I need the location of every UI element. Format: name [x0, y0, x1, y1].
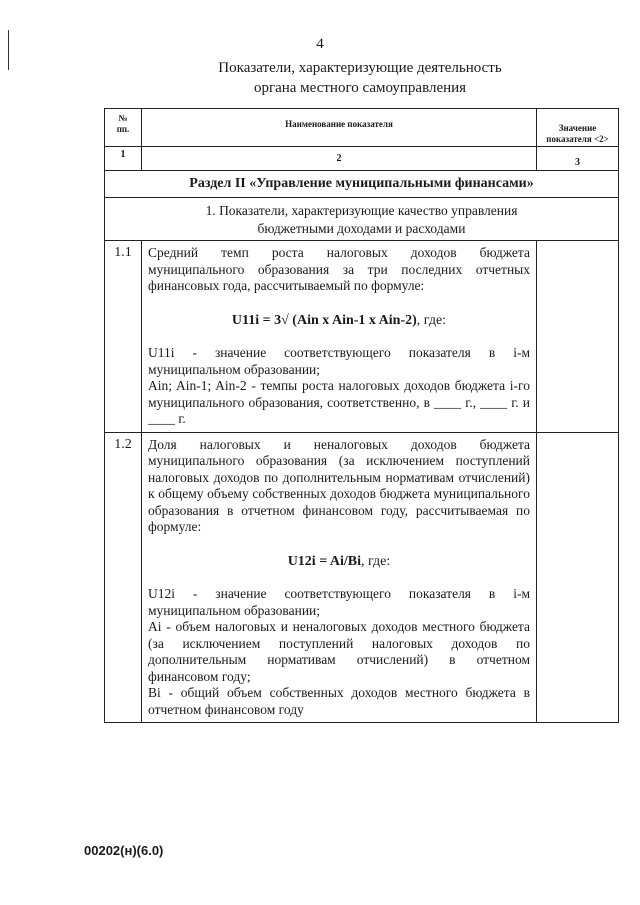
colnum-1: 1 — [105, 147, 142, 171]
colnum-2: 2 — [142, 147, 537, 171]
table-header-row — [105, 109, 619, 147]
page-number: 4 — [316, 36, 324, 52]
row-number: 1.1 — [105, 241, 142, 433]
indicator-definition: Ain; Ain-1; Ain-2 - темпы роста налоговых доходов бюджета i-го муниципального образования, соответственно, в ____ г., ____ г. и ____ г. — [148, 378, 530, 426]
indicator-formula: U12i = Ai/Bi, где: — [287, 553, 391, 569]
indicator-value — [537, 432, 619, 723]
indicator-definition: Bi - общий объем собственных доходов местного бюджета в отчетном финансовом году — [148, 685, 530, 717]
table-row — [105, 241, 619, 433]
document-title — [150, 58, 570, 98]
footer-code: 00202(н)(6.0) — [84, 843, 164, 858]
header-name: Наименование показателя — [142, 109, 537, 147]
indicator-value — [537, 241, 619, 433]
subsection-row — [105, 198, 619, 241]
indicator-definition: Ai - объем налоговых и неналоговых доходов местного бюджета (за исключением поступлений налоговых доходов по дополнительным нормативам отчислений) в отчетном финансовом году; — [148, 619, 530, 684]
indicators-table — [104, 108, 619, 723]
table-row — [105, 432, 619, 723]
header-num: № пп. — [105, 109, 142, 147]
indicator-definition: U11i - значение соответствующего показателя в i-м муниципальном образовании; — [148, 345, 530, 377]
title-line-2: органа местного самоуправления — [253, 80, 467, 96]
title-line-1: Показатели, характеризующие деятельность — [218, 60, 502, 76]
indicator-formula: U11i = 3√ (Ain x Ain-1 x Ain-2), где: — [231, 312, 447, 328]
section-title: Раздел II «Управление муниципальными финансами» — [105, 171, 619, 198]
section-row — [105, 171, 619, 198]
indicator-intro: Доля налоговых и неналоговых доходов бюджета муниципального образования (за исключением поступлений налоговых доходов по дополнительным нормативам отчислений) к общему объему собственных доходов бюджета муниципального образования в отчетном финансовом году, рассчитываемая по формуле: — [148, 436, 530, 534]
subsection-title: 1. Показатели, характеризующие качество управления бюджетными доходами и расходами — [105, 198, 619, 241]
header-value: Значение показателя <2> — [537, 109, 619, 147]
indicator-intro: Средний темп роста налоговых доходов бюджета муниципального образования за три последних отчетных финансовых года, рассчитываемый по формуле: — [148, 245, 530, 293]
indicator-description — [142, 432, 537, 723]
column-numbers-row — [105, 147, 619, 171]
indicator-description — [142, 241, 537, 433]
colnum-3: 3 — [537, 147, 619, 171]
indicator-definition: U12i - значение соответствующего показателя в i-м муниципальном образовании; — [148, 586, 530, 618]
row-number: 1.2 — [105, 432, 142, 723]
